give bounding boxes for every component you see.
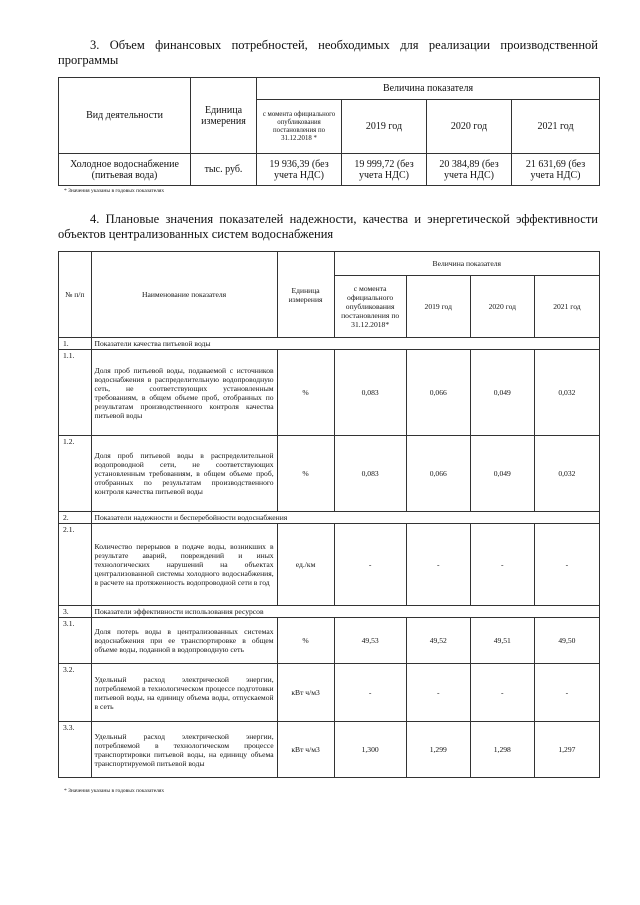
header-baseline: с момента официального опубликования постановления по 31.12.2018 * [257,100,342,154]
section-title: Показатели эффективности использования ресурсов [91,606,599,618]
row-value-2018: - [334,524,406,606]
row-2021: 21 631,69 (без учета НДС) [512,154,600,186]
row-unit: тыс. руб. [191,154,257,186]
section3-heading: 3. Объем финансовых потребностей, необходимых для реализации производственной программы [58,38,598,67]
indicators-table [58,251,600,778]
table-row [59,350,600,436]
row-name: Доля потерь воды в централизованных системах водоснабжения при ее транспортировке в общем объеме воды, поданной в водопроводную сеть [91,618,277,664]
row-num: 3.3. [59,722,92,778]
row-value-2019: 49,52 [406,618,470,664]
row-name: Удельный расход электрической энергии, потребляемой в технологическом процессе транспортировки питьевой воды, на единицу объема транспортируемой питьевой воды [91,722,277,778]
row-value-2020: 0,049 [470,436,534,512]
row-value-2019: 0,066 [406,350,470,436]
table-row [59,524,600,606]
row-num: 2.1. [59,524,92,606]
row-value-2021: - [534,524,599,606]
header-unit: Единица измерения [191,78,257,154]
row-value-2019: - [406,524,470,606]
header-value-group: Величина показателя [257,78,600,100]
section3-footnote: * Значения указаны в годовых показателях [64,188,165,194]
row-unit: % [277,618,334,664]
row-baseline: 19 936,39 (без учета НДС) [257,154,342,186]
row-value-2021: - [534,664,599,722]
section-num: 2. [59,512,92,524]
header-2019: 2019 год [406,276,470,338]
row-value-2021: 0,032 [534,350,599,436]
section-num: 3. [59,606,92,618]
row-activity: Холодное водоснабжение (питьевая вода) [59,154,191,186]
section-row [59,606,600,618]
row-unit: кВт ч/м3 [277,722,334,778]
row-name: Удельный расход электрической энергии, потребляемой в технологическом процессе подготовки питьевой воды, на единицу объема воды, отпускаемой в сеть [91,664,277,722]
row-num: 3.1. [59,618,92,664]
row-value-2019: 1,299 [406,722,470,778]
section-title: Показатели качества питьевой воды [91,338,599,350]
section4-footnote: * Значения указаны в годовых показателях [64,788,165,794]
section-row [59,512,600,524]
row-num: 3.2. [59,664,92,722]
table-row [59,664,600,722]
row-num: 1.2. [59,436,92,512]
row-value-2018: - [334,664,406,722]
row-value-2020: 1,298 [470,722,534,778]
row-value-2020: - [470,664,534,722]
row-value-2018: 49,53 [334,618,406,664]
row-unit: ед./км [277,524,334,606]
row-unit: % [277,350,334,436]
row-value-2019: 0,066 [406,436,470,512]
row-value-2020: - [470,524,534,606]
header-baseline: с момента официального опубликования постановления по 31.12.2018* [334,276,406,338]
row-value-2021: 0,032 [534,436,599,512]
table-row [59,154,600,186]
header-2021: 2021 год [534,276,599,338]
header-2021: 2021 год [512,100,600,154]
row-value-2019: - [406,664,470,722]
section4-heading: 4. Плановые значения показателей надежности, качества и энергетической эффективности объектов централизованных систем водоснабжения [58,212,598,241]
row-value-2020: 0,049 [470,350,534,436]
header-unit: Единица измерения [277,252,334,338]
section-title: Показатели надежности и бесперебойности водоснабжения [91,512,599,524]
row-name: Доля проб питьевой воды в распределительной водопроводной сети, не соответствующих установленным требованиям, в общем объеме проб, отобранных по результатам производственного контроля качества питьевой воды [91,436,277,512]
row-name: Доля проб питьевой воды, подаваемой с источников водоснабжения в распределительную водопроводную сеть, не соответствующих установленным требованиям, в общем объеме проб, отобранных по результатам производственного контроля качества питьевой воды [91,350,277,436]
table-row [59,618,600,664]
row-name: Количество перерывов в подаче воды, возникших в результате аварий, повреждений и иных технологических нарушений на объектах централизованной системы холодного водоснабжения, в расчете на протяженность водопроводной сети в год [91,524,277,606]
row-2020: 20 384,89 (без учета НДС) [427,154,512,186]
table-row [59,436,600,512]
row-num: 1.1. [59,350,92,436]
header-2020: 2020 год [427,100,512,154]
row-2019: 19 999,72 (без учета НДС) [342,154,427,186]
row-value-2018: 1,300 [334,722,406,778]
header-name: Наименование показателя [91,252,277,338]
row-unit: % [277,436,334,512]
row-value-2018: 0,083 [334,350,406,436]
header-value-group: Величина показателя [334,252,599,276]
header-num: № п/п [59,252,92,338]
financial-needs-table [58,77,600,186]
header-activity: Вид деятельности [59,78,191,154]
row-value-2021: 1,297 [534,722,599,778]
row-value-2020: 49,51 [470,618,534,664]
row-value-2018: 0,083 [334,436,406,512]
header-2020: 2020 год [470,276,534,338]
table-row [59,722,600,778]
section-row [59,338,600,350]
row-value-2021: 49,50 [534,618,599,664]
section-num: 1. [59,338,92,350]
row-unit: кВт ч/м3 [277,664,334,722]
header-2019: 2019 год [342,100,427,154]
